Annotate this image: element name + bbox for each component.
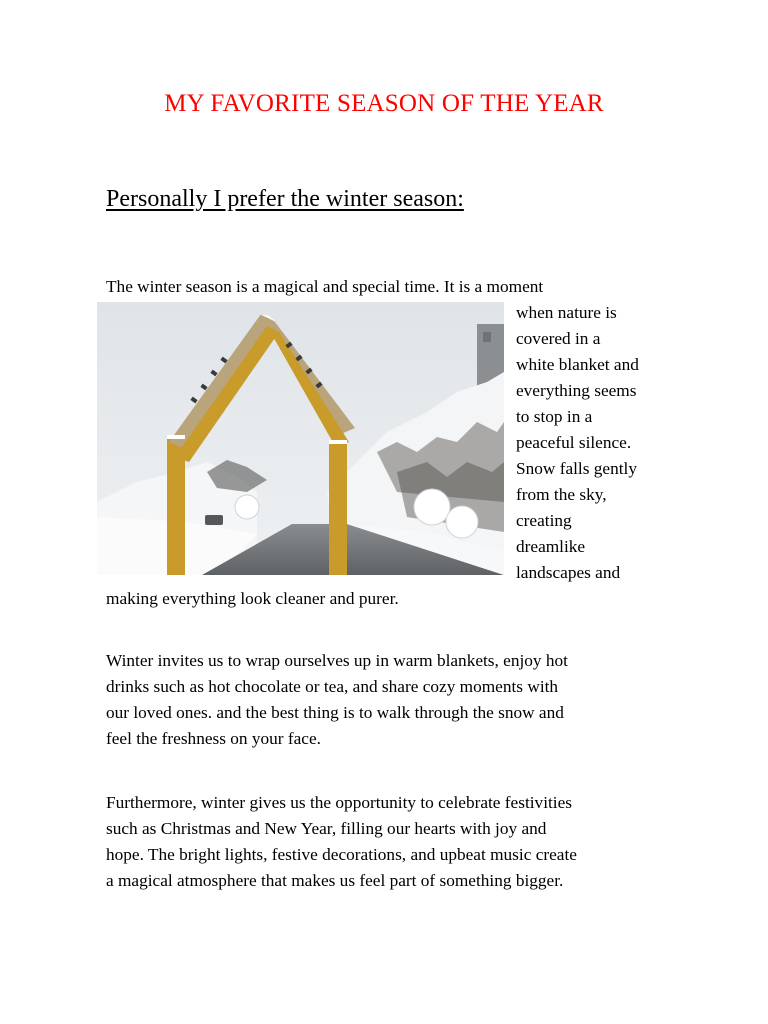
paragraph-line: Furthermore, winter gives us the opportunity to celebrate festivities xyxy=(106,793,572,812)
wrapped-line: white blanket and xyxy=(516,355,639,374)
paragraph-line: hope. The bright lights, festive decorations, and upbeat music create xyxy=(106,845,577,864)
paragraph-3 xyxy=(106,790,686,894)
wrapped-line: landscapes and xyxy=(516,563,621,582)
page-title: MY FAVORITE SEASON OF THE YEAR xyxy=(164,90,604,117)
paragraph-line: feel the freshness on your face. xyxy=(106,729,321,748)
paragraph-1-wrapped-text xyxy=(516,300,716,586)
wrapped-line: when nature is xyxy=(516,303,617,322)
wrapped-line: peaceful silence. xyxy=(516,433,632,452)
wrapped-line: from the sky, xyxy=(516,485,607,504)
paragraph-1-first-line: The winter season is a magical and special time. It is a moment xyxy=(106,277,544,296)
wrapped-line: creating xyxy=(516,511,572,530)
wrapped-line: to stop in a xyxy=(516,407,593,426)
paragraph-line: a magical atmosphere that makes us feel part of something bigger. xyxy=(106,871,564,890)
wrapped-line: Snow falls gently xyxy=(516,459,637,478)
paragraph-line: such as Christmas and New Year, filling our hearts with joy and xyxy=(106,819,547,838)
wrapped-line: dreamlike xyxy=(516,537,586,556)
page-subtitle: Personally I prefer the winter season: xyxy=(106,186,464,212)
snowy-road-arch-photo xyxy=(97,302,504,575)
wrapped-line: covered in a xyxy=(516,329,601,348)
paragraph-line: drinks such as hot chocolate or tea, and share cozy moments with xyxy=(106,677,559,696)
wrapped-line: everything seems xyxy=(516,381,637,400)
paragraph-line: Winter invites us to wrap ourselves up in warm blankets, enjoy hot xyxy=(106,651,568,670)
paragraph-2 xyxy=(106,648,686,752)
paragraph-1-last-line: making everything look cleaner and purer. xyxy=(106,589,399,608)
paragraph-line: our loved ones. and the best thing is to walk through the snow and xyxy=(106,703,564,722)
